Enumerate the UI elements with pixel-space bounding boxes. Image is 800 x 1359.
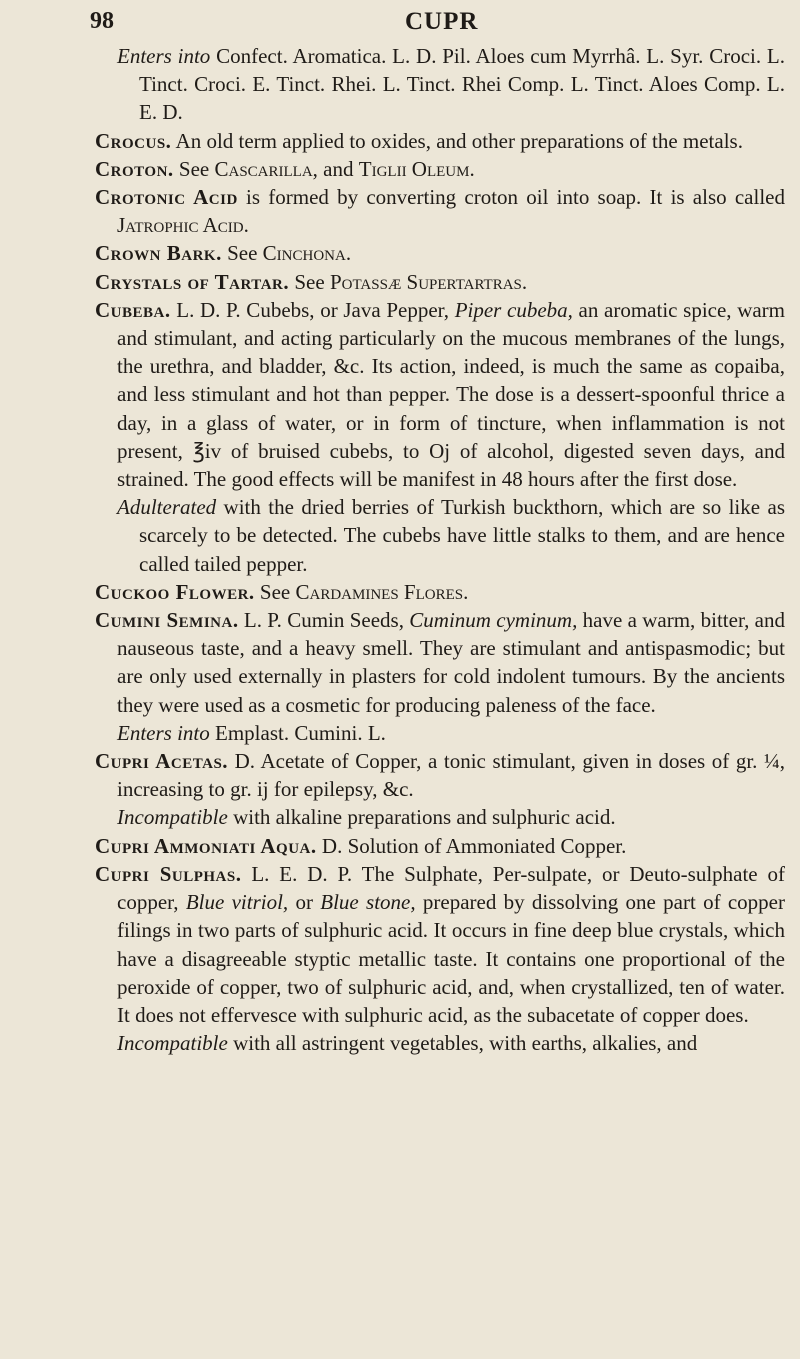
entry-cuckoo-flower: Cuckoo Flower. See Cardamines Flores. <box>95 579 469 604</box>
entry-incompatible-1: Incompatible with alkaline preparations and sulphuric acid. <box>117 805 616 830</box>
page-number: 98 <box>90 8 114 34</box>
entry-incompatible-2: Incompatible with all astringent vegetables, with earths, alkalies, and <box>117 1031 698 1056</box>
page-header <box>90 8 780 38</box>
entry-crotonic-acid: Crotonic Acid is formed by converting croton oil into soap. It is also called Jatrophic Acid. <box>95 185 785 238</box>
entry-enters-into-2: Enters into Emplast. Cumini. L. <box>117 720 386 745</box>
entry-crocus: Crocus. An old term applied to oxides, and other preparations of the metals. <box>95 128 743 153</box>
entry-crystals-of-tartar: Crystals of Tartar. See Potassæ Supertartras. <box>95 269 528 294</box>
entry-enters-into-1: Enters into Confect. Aromatica. L. D. Pil. Aloes cum Myrrhâ. L. Syr. Croci. L. Tinct. Croci. E. Tinct. Rhei. L. Tinct. Rhei Comp. L. Tinct. Aloes Comp. L. E. D. <box>117 44 786 125</box>
running-head: CUPR <box>405 8 479 35</box>
entry-cupri-ammoniati-aqua: Cupri Ammoniati Aqua. D. Solution of Ammoniated Copper. <box>95 833 627 858</box>
entry-adulterated: Adulterated with the dried berries of Turkish buckthorn, which are so like as scarcely to be detected. The cubebs have little stalks to them, and are hence called tailed pepper. <box>117 495 785 576</box>
entry-cupri-acetas: Cupri Acetas. D. Acetate of Copper, a tonic stimulant, given in doses of gr. ¼, increasing to gr. ij for epilepsy, &c. <box>95 749 785 802</box>
entry-cumini-semina: Cumini Semina. L. P. Cumin Seeds, Cuminum cyminum, have a warm, bitter, and nauseous taste, and a heavy smell. They are stimulant and antispasmodic; but are only used externally in plasters for cold indolent tumours. By the ancients they were used as a cosmetic for producing paleness of the face. <box>95 608 785 717</box>
dictionary-entries <box>95 42 785 1057</box>
entry-crown-bark: Crown Bark. See Cinchona. <box>95 241 352 266</box>
entry-cupri-sulphas: Cupri Sulphas. L. E. D. P. The Sulphate, Per-sulpate, or Deuto-sulphate of copper, Blue vitriol, or Blue stone, prepared by dissolving one part of copper filings in two parts of sulphuric acid. It occurs in fine deep blue crystals, which have a disagreeable styptic metallic taste. It contains one proportional of the peroxide of copper, two of sulphuric acid, and, when crystallized, ten of water. It does not effervesce with sulphuric acid, as the subacetate of copper does. <box>95 861 785 1027</box>
entry-cubeba: Cubeba. L. D. P. Cubebs, or Java Pepper, Piper cubeba, an aromatic spice, warm and stimulant, and acting particularly on the mucous membranes of the lungs, the urethra, and bladder, &c. Its action, indeed, is much the same as copaiba, and less stimulant and hot than pepper. The dose is a dessert-spoonful thrice a day, in a glass of water, or in form of tincture, when inflammation is not present, ℥iv of bruised cubebs, to Oj of alcohol, digested seven days, and strained. The good effects will be manifest in 48 hours after the first dose. <box>95 297 786 492</box>
entry-croton: Croton. See Cascarilla, and Tiglii Oleum. <box>95 156 475 181</box>
